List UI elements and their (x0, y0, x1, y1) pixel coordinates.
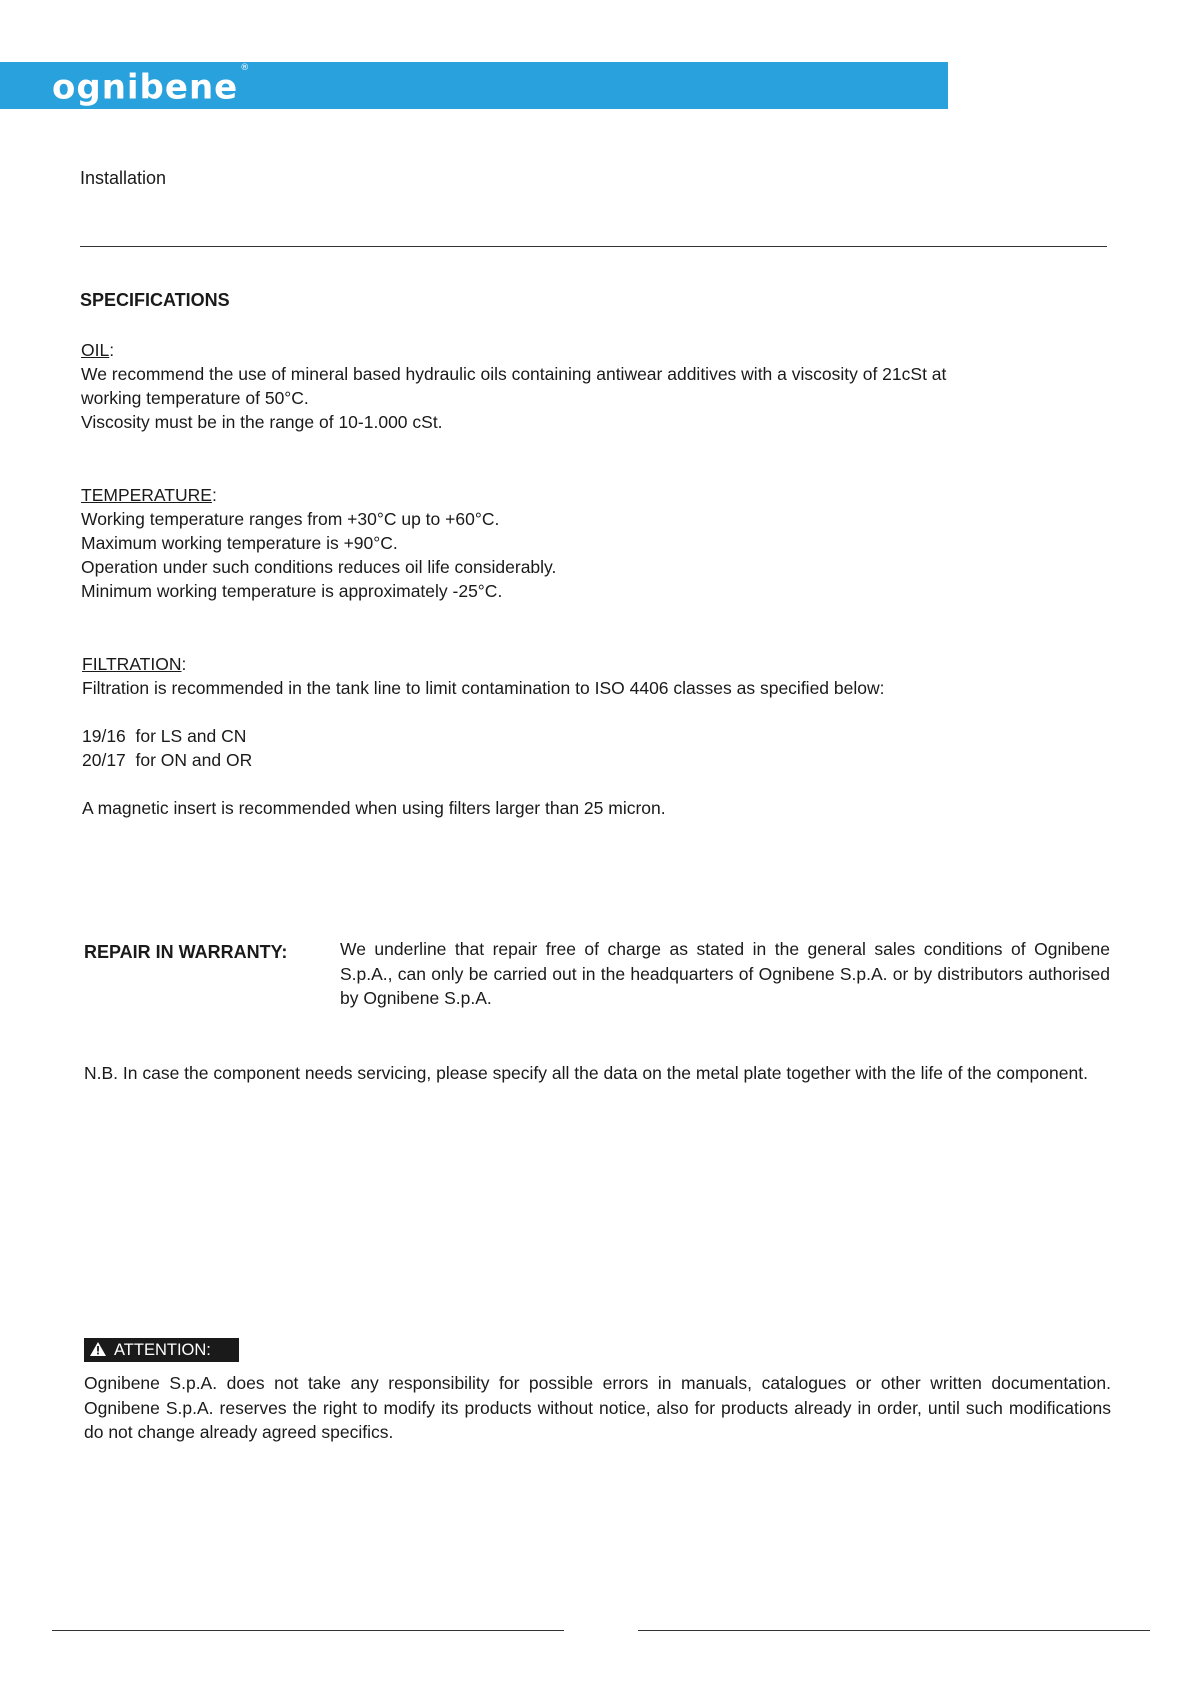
filtration-section: FILTRATION: Filtration is recommended in the tank line to limit contamination to ISO 4406 classes as specified below: 19/16 for LS and CN 20/17 for ON and OR A magnetic insert is recommended when using filters larger than 25 micron. (82, 652, 1122, 820)
filtration-note: A magnetic insert is recommended when using filters larger than 25 micron. (82, 798, 666, 818)
oil-line-2: working temperature of 50°C. (81, 388, 309, 408)
warranty-label: REPAIR IN WARRANTY: (84, 942, 288, 962)
filtration-class-2: 20/17 for ON and OR (82, 750, 253, 770)
attention-badge (84, 1338, 239, 1362)
oil-section: OIL: We recommend the use of mineral based hydraulic oils containing antiwear additives with a viscosity of 21cSt at working temperature of 50°C. Viscosity must be in the range of 10-1.000 cSt. (81, 338, 1121, 434)
filtration-label: FILTRATION (82, 654, 182, 674)
header-banner (0, 62, 948, 109)
nb-note: N.B. In case the component needs servicing, please specify all the data on the metal plate together with the life of the component. (84, 1063, 1088, 1083)
footer-rule-left (52, 1630, 564, 1631)
filtration-intro: Filtration is recommended in the tank line to limit contamination to ISO 4406 classes as specified below: (82, 678, 885, 698)
warranty-text: We underline that repair free of charge as stated in the general sales conditions of Ognibene S.p.A., can only be carried out in the headquarters of Ognibene S.p.A. or by distributors authorised by Ognibene S.p.A. (340, 939, 1110, 1008)
temperature-label: TEMPERATURE (81, 485, 212, 505)
ognibene-logo (52, 64, 250, 107)
logo-text: ognibene (52, 67, 239, 108)
footer-rule-right (638, 1630, 1150, 1631)
filtration-class-1: 19/16 for LS and CN (82, 726, 247, 746)
temperature-line-3: Operation under such conditions reduces oil life considerably. (81, 557, 557, 577)
oil-label: OIL (81, 340, 110, 360)
page-title: Installation (80, 168, 167, 188)
oil-line-1: We recommend the use of mineral based hydraulic oils containing antiwear additives with a viscosity of 21cSt at (81, 364, 947, 384)
specifications-heading: SPECIFICATIONS (80, 290, 230, 310)
warning-icon (90, 1339, 106, 1363)
registered-mark: ® (240, 63, 251, 73)
attention-text: Ognibene S.p.A. does not take any responsibility for possible errors in manuals, catalogues or other written documentation. Ognibene S.p.A. reserves the right to modify its products without notice, also for products already in order, until such modifications do not change already agreed specifics. (84, 1373, 1111, 1442)
temperature-line-1: Working temperature ranges from +30°C up to +60°C. (81, 509, 500, 529)
oil-line-3: Viscosity must be in the range of 10-1.000 cSt. (81, 412, 443, 432)
temperature-section: TEMPERATURE: Working temperature ranges from +30°C up to +60°C. Maximum working temperature is +90°C. Operation under such conditions reduces oil life considerably. Minimum working temperature is approximately -25°C. (81, 483, 1121, 603)
attention-label: ATTENTION: (114, 1341, 211, 1359)
temperature-line-4: Minimum working temperature is approximately -25°C. (81, 581, 503, 601)
title-divider (80, 246, 1107, 247)
temperature-line-2: Maximum working temperature is +90°C. (81, 533, 398, 553)
